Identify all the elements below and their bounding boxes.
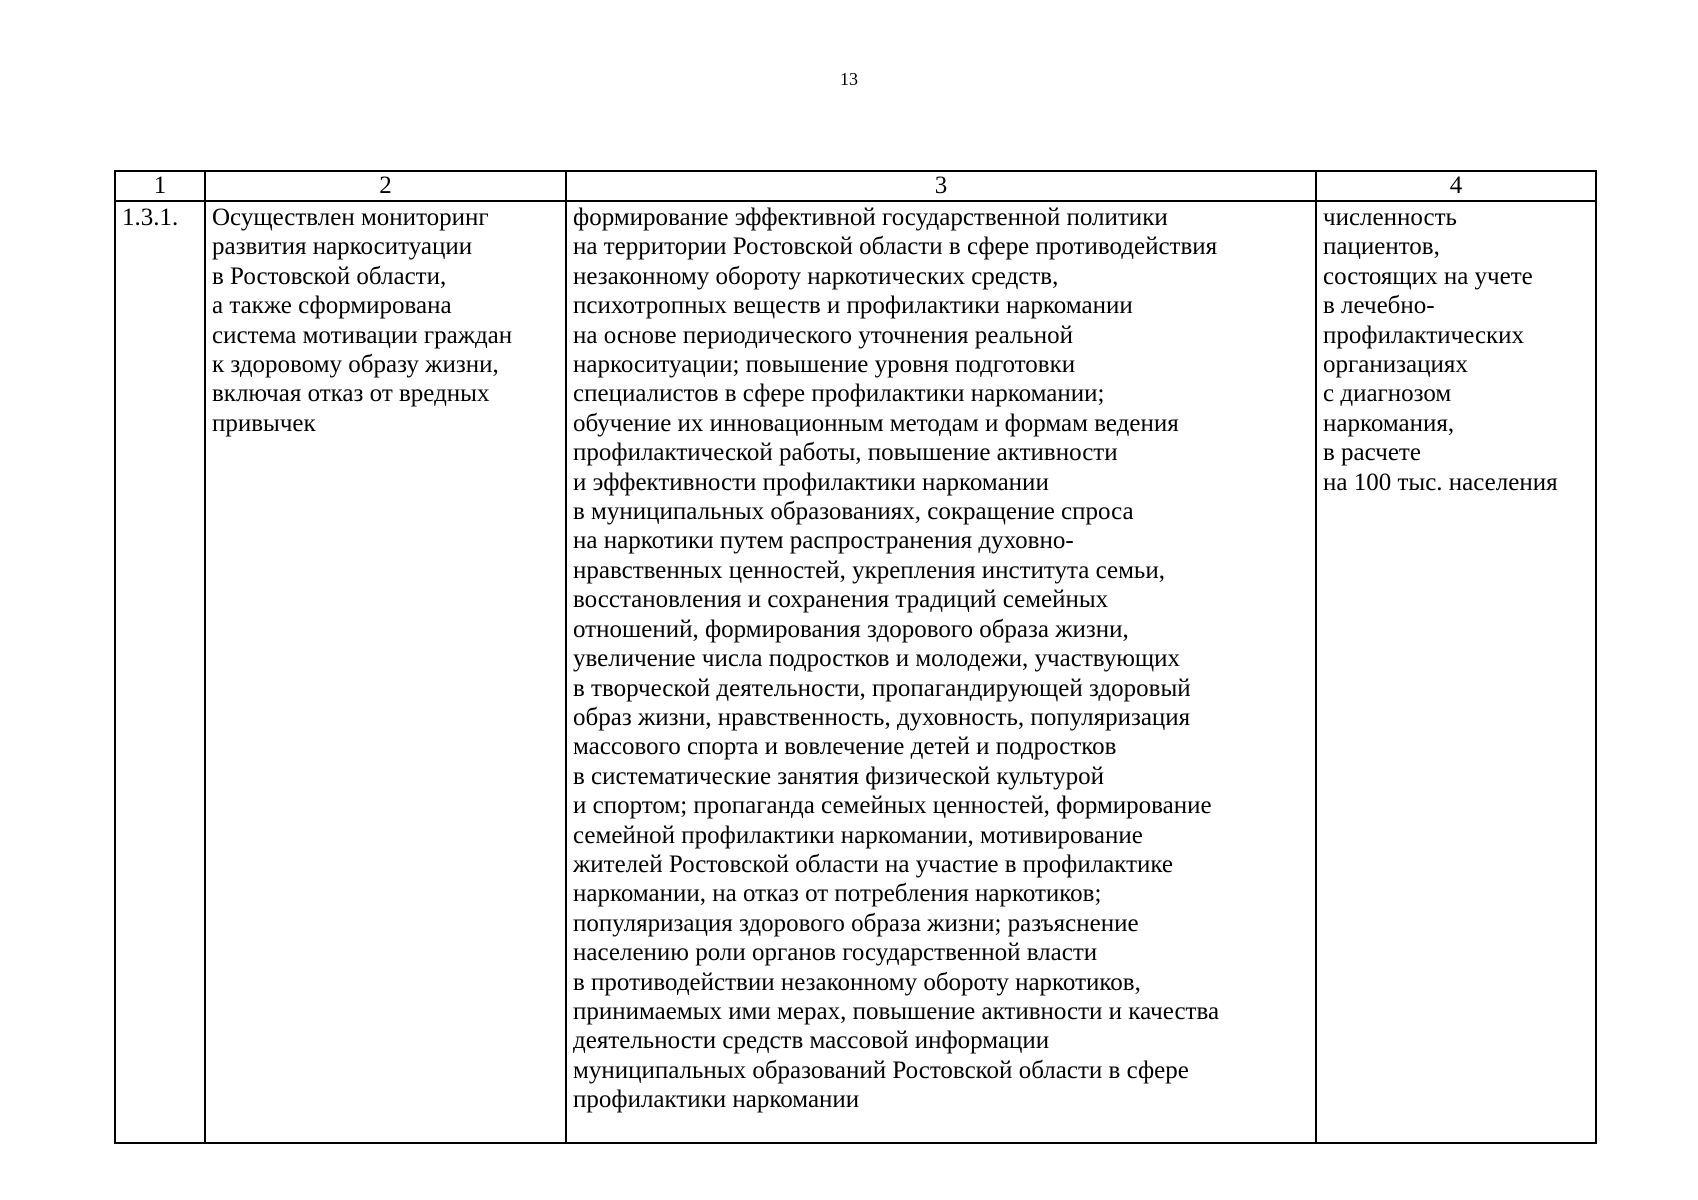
result-line: привычек: [212, 409, 316, 437]
indicator-line: организациях: [1323, 351, 1468, 379]
description-line: популяризация здорового образа жизни; разъяснение: [573, 909, 1139, 937]
description-line: муниципальных образований Ростовской области в сфере: [573, 1056, 1189, 1084]
indicator-line: в расчете: [1323, 439, 1421, 467]
description-line: восстановления и сохранения традиций семейных: [573, 586, 1109, 614]
description-line: в противодействии незаконному обороту наркотиков,: [573, 968, 1141, 996]
page-number: 13: [840, 69, 858, 89]
result-line: система мотивации граждан: [212, 321, 513, 349]
result-line: к здоровому образу жизни,: [212, 351, 499, 379]
description-line: наркомании, на отказ от потребления наркотиков;: [573, 880, 1102, 908]
description-line: деятельности средств массовой информации: [573, 1027, 1050, 1055]
table-row: [115, 201, 1596, 1143]
indicator-line: в лечебно-: [1323, 292, 1435, 320]
description-line: профилактики наркомании: [573, 1086, 860, 1114]
description-line: и спортом; пропаганда семейных ценностей, формирование: [573, 792, 1212, 820]
description-line: жителей Ростовской области на участие в профилактике: [573, 850, 1174, 878]
result-line: развития наркоситуации: [212, 233, 473, 261]
description-line: семейной профилактики наркомании, мотивирование: [573, 821, 1143, 849]
description-line: психотропных веществ и профилактики наркомании: [573, 292, 1133, 320]
description-line: на основе периодического уточнения реальной: [573, 321, 1074, 349]
row-number-cell: [115, 201, 205, 1143]
header-col-4: 4: [1316, 171, 1596, 201]
description-line: в творческой деятельности, пропагандирующей здоровый: [573, 674, 1191, 702]
indicator-line: численность: [1323, 204, 1457, 231]
description-line: незаконному обороту наркотических средств,: [573, 262, 1059, 290]
description-line: в муниципальных образованиях, сокращение спроса: [573, 498, 1134, 526]
description-line: формирование эффективной государственной политики: [573, 204, 1168, 231]
description-line: профилактической работы, повышение активности: [573, 439, 1118, 467]
indicator-line: с диагнозом: [1323, 380, 1452, 408]
indicator-cell: [1316, 201, 1596, 1143]
description-line: специалистов в сфере профилактики наркомании;: [573, 380, 1105, 408]
description-line: на наркотики путем распространения духовно-: [573, 527, 1074, 555]
indicator-line: состоящих на учете: [1323, 262, 1533, 290]
header-col-2: 2: [205, 171, 566, 201]
result-line: Осуществлен мониторинг: [212, 204, 489, 231]
indicator-line: пациентов,: [1323, 233, 1440, 261]
description-line: образ жизни, нравственность, духовность, популяризация: [573, 703, 1191, 731]
description-line: принимаемых ими мерах, повышение активности и качества: [573, 997, 1220, 1025]
result-cell: [205, 201, 566, 1143]
indicator-line: на 100 тыс. населения: [1323, 468, 1558, 496]
description-line: на территории Ростовской области в сфере противодействия: [573, 233, 1218, 261]
description-line: и эффективности профилактики наркомании: [573, 468, 1049, 496]
header-col-1: 1: [115, 171, 205, 201]
description-line: массового спорта и вовлечение детей и подростков: [573, 733, 1117, 761]
description-line: населению роли органов государственной власти: [573, 939, 1098, 967]
description-line: отношений, формирования здорового образа жизни,: [573, 615, 1129, 643]
measures-table: [114, 170, 1597, 1144]
result-line: а также сформирована: [212, 292, 452, 320]
description-cell: [566, 201, 1316, 1143]
description-line: увеличение числа подростков и молодежи, участвующих: [573, 645, 1180, 673]
description-line: обучение их инновационным методам и формам ведения: [573, 409, 1179, 437]
indicator-line: наркомания,: [1323, 409, 1455, 437]
indicator-line: профилактических: [1323, 321, 1525, 349]
description-line: нравственных ценностей, укрепления института семьи,: [573, 556, 1165, 584]
description-line: наркоситуации; повышение уровня подготовки: [573, 351, 1076, 379]
row-number: 1.3.1.: [122, 204, 179, 231]
result-line: включая отказ от вредных: [212, 380, 490, 408]
header-col-3: 3: [566, 171, 1316, 201]
description-line: в систематические занятия физической культурой: [573, 762, 1105, 790]
table-header-row: [115, 171, 1596, 201]
result-line: в Ростовской области,: [212, 262, 447, 290]
